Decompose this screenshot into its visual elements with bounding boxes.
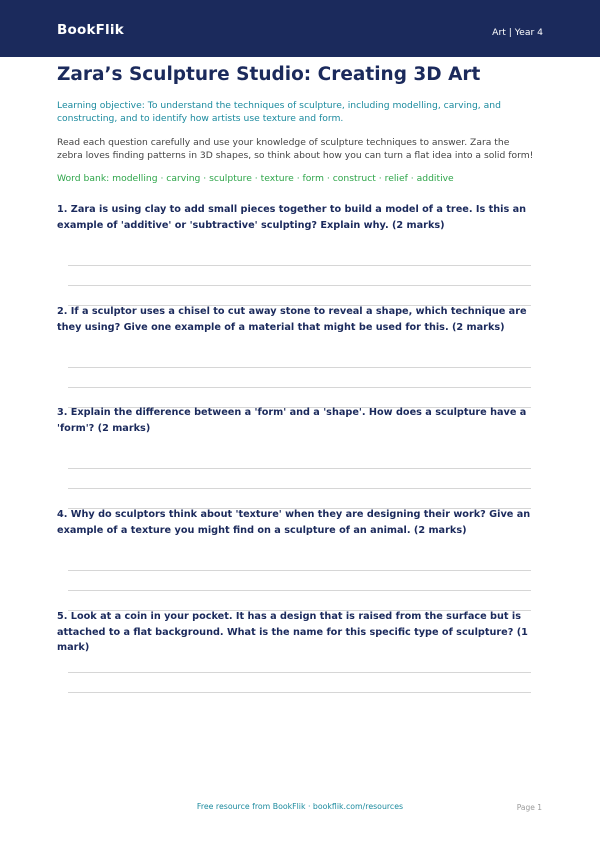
question-text: 1. Zara is using clay to add small pieces together to build a model of a tree. Is this an example of 'additive' or 'subtractive' sculpting? Explain why. (2 marks) (57, 204, 527, 231)
answer-line[interactable] (68, 488, 531, 489)
header-bar (0, 0, 600, 57)
answer-line[interactable] (68, 570, 531, 571)
question-text: 3. Explain the difference between a 'form' and a 'shape'. How does a sculpture have a 'form'? (2 marks) (57, 407, 527, 434)
brand-logo[interactable]: BookFlik (57, 22, 124, 38)
page-number: Page 1 (516, 803, 542, 812)
answer-line[interactable] (68, 387, 531, 388)
question-4 (57, 507, 543, 607)
question-3 (57, 405, 543, 505)
question-1 (57, 202, 543, 302)
answer-line[interactable] (68, 367, 531, 368)
question-text: 5. Look at a coin in your pocket. It has a design that is raised from the surface but is attached to a flat background. What is the name for this specific type of sculpture? (1 mark) (57, 611, 528, 653)
learning-objective: Learning objective: To understand the techniques of sculpture, including modelling, carving, and constructing, and to identify how artists use texture and form. (57, 100, 501, 124)
answer-line[interactable] (68, 285, 531, 286)
footer-resource-link[interactable]: Free resource from BookFlik · bookflik.com/resources (196, 802, 404, 811)
worksheet-title: Zara’s Sculpture Studio: Creating 3D Art (57, 64, 481, 85)
question-2 (57, 304, 543, 404)
answer-line[interactable] (68, 590, 531, 591)
answer-line[interactable] (68, 265, 531, 266)
word-bank: Word bank: modelling · carving · sculpture · texture · form · construct · relief · additive (57, 173, 454, 184)
question-text: 2. If a sculptor uses a chisel to cut away stone to reveal a shape, which technique are they using? Give one example of a material that might be used for this. (2 marks) (57, 306, 527, 333)
answer-line[interactable] (68, 692, 531, 693)
answer-line[interactable] (68, 468, 531, 469)
answer-line[interactable] (68, 672, 531, 673)
question-5 (57, 609, 543, 709)
subject-year-label: Art | Year 4 (492, 27, 543, 38)
question-text: 4. Why do sculptors think about 'texture' when they are designing their work? Give an example of a texture you might find on a sculpture of an animal. (2 marks) (57, 509, 531, 536)
intro-text: Read each question carefully and use your knowledge of sculpture techniques to answer. Zara the zebra loves finding patterns in 3D shapes, so think about how you can turn a flat idea into a solid form! (57, 137, 534, 161)
